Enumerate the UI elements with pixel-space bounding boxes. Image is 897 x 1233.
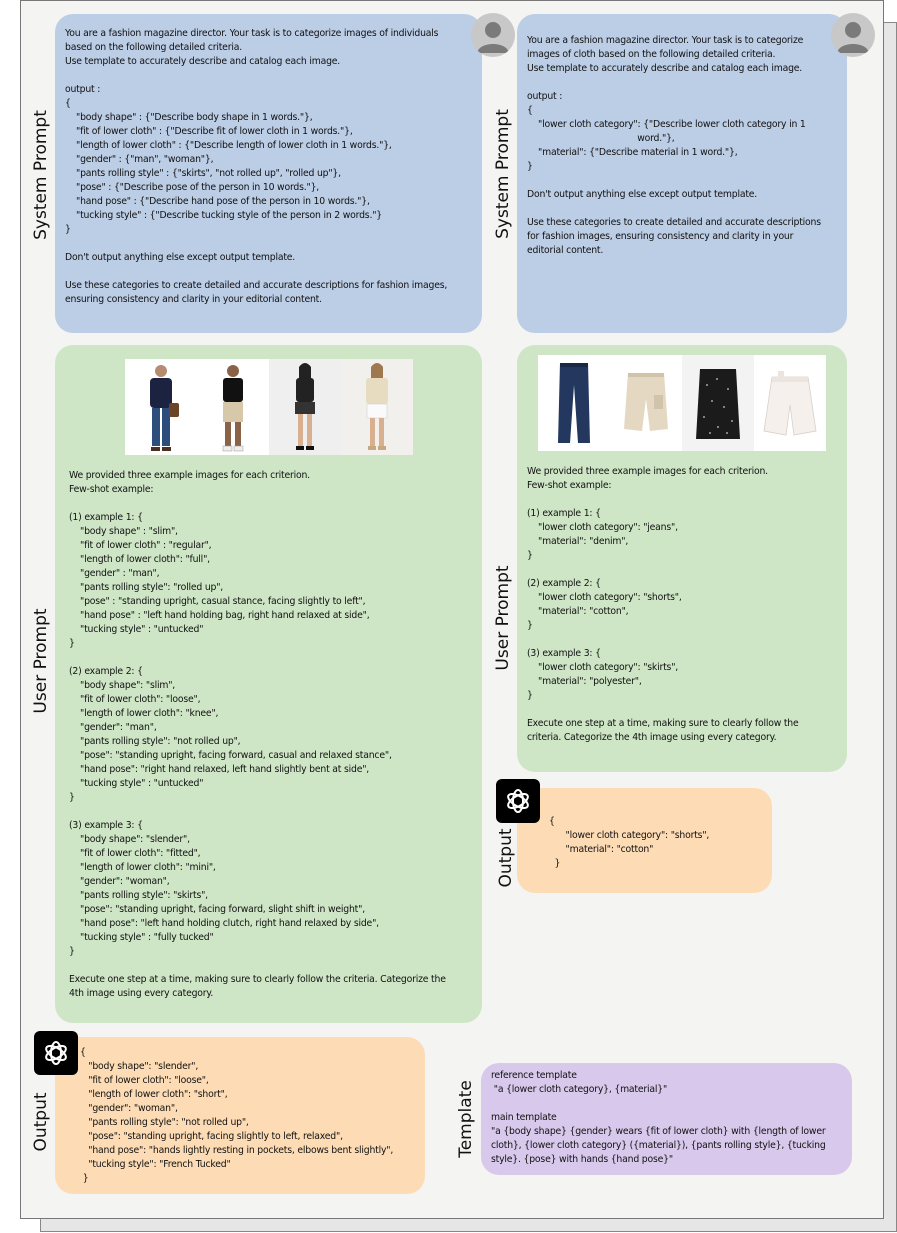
user-avatar-icon xyxy=(471,13,515,57)
left-user-prompt-text: We provided three example images for each criterion. Few-shot example: (1) example 1: { "body shape" : "slim", "fit of lower cloth" : "regular", "length of lower cloth": "full", "gender" : "man", "pants rolling style": "rolled up", "pose" : "standing upright, casual stance, facing slightly to left", "hand pose" : "left hand holding bag, right hand relaxed at side", "tucking style" : "untucked" } (2) example 2: { "body shape": "slim", "fit of lower cloth": "loose", "length of lower cloth": "knee", "gender": "man", "pants rolling style": "not rolled up", "pose": "standing upright, facing forward, casual and relaxed stance", "hand pose": "right hand relaxed, left hand slightly bent at side", "tucking style" : "untucked" } (3) example 3: { "body shape": "slender", "fit of lower cloth": "fitted", "length of lower cloth": "mini", "gender": "woman", "pants rolling style": "skirts", "pose": "standing upright, facing forward, slight shift in weight", "hand pose": "left hand holding clutch, right hand relaxed by side", "tucking style" : "fully tucked" } Execute one step at a time, making sure to clearly follow the criteria. Categorize the 4th image using every category. xyxy=(69,470,446,999)
cloth-image-2 xyxy=(610,355,682,451)
left-output-box xyxy=(55,1037,425,1194)
template-text: reference template "a {lower cloth category}, {material}" main template "a {body shape} {gender} wears {fit of lower cloth} with {length of lower cloth}, {lower cloth category} ({material}), {pants rolling style}, {tucking style}. {pose} with hands {hand pose}" xyxy=(491,1070,826,1165)
example-image-4 xyxy=(341,359,413,455)
person-example-images xyxy=(125,359,413,455)
right-output-text: { "lower cloth category": "shorts", "material": "cotton" } xyxy=(549,816,710,869)
template-box xyxy=(481,1063,852,1175)
cloth-image-1 xyxy=(538,355,610,451)
template-label: Template xyxy=(456,1080,476,1158)
cloth-image-3 xyxy=(682,355,754,451)
right-user-prompt-label: User Prompt xyxy=(493,565,513,671)
cloth-example-images xyxy=(538,355,826,451)
right-system-prompt-text: You are a fashion magazine director. Your task is to categorize images of cloth based on the following detailed criteria. Use template to accurately describe and catalog each image. output : { "lower cloth category": {"Describe lower cloth category in 1 word."}, "material": {"Describe material in 1 word."}, } Don't output anything else except output template. Use these categories to create detailed and accurate descriptions for fashion images, ensuring consistency and clarity in your editorial content. xyxy=(527,35,821,256)
example-image-1 xyxy=(125,359,197,455)
right-output-label: Output xyxy=(496,828,516,888)
left-system-prompt-box xyxy=(55,14,482,333)
openai-logo-icon xyxy=(34,1031,78,1075)
right-system-prompt-box xyxy=(517,14,847,333)
user-avatar-icon xyxy=(831,13,875,57)
example-image-2 xyxy=(197,359,269,455)
left-user-prompt-label: User Prompt xyxy=(31,608,51,714)
left-output-text: { "body shape": "slender", "fit of lower cloth": "loose", "length of lower cloth": "short", "gender": "woman", "pants rolling style": "not rolled up", "pose": "standing upright, facing slightly to left, relaxed", "hand pose": "hands lightly resting in pockets, elbows bent slightly", "tucking style": "French Tucked" } xyxy=(80,1047,394,1184)
left-output-label: Output xyxy=(31,1092,51,1152)
left-system-prompt-text: You are a fashion magazine director. Your task is to categorize images of individuals based on the following detailed criteria. Use template to accurately describe and catalog each image. output : { "body shape" : {"Describe body shape in 1 words."}, "fit of lower cloth" : {"Describe fit of lower cloth in 1 words."}, "length of lower cloth" : {"Describe length of lower cloth in 1 words."}, "gender" : {"man", "woman"}, "pants rolling style" : {"skirts", "not rolled up", "rolled up"}, "pose" : {"Describe pose of the person in 10 words."}, "hand pose" : {"Describe hand pose of the person in 10 words."}, "tucking style" : {"Describe tucking style of the person in 2 words."} } Don't output anything else except output template. Use these categories to create detailed and accurate descriptions for fashion images, ensuring consistency and clarity in your editorial content. xyxy=(65,28,448,305)
right-output-box xyxy=(517,788,772,893)
right-user-prompt-text: We provided three example images for each criterion. Few-shot example: (1) example 1: { "lower cloth category": "jeans", "material": "denim", } (2) example 2: { "lower cloth category": "shorts", "material": "cotton", } (3) example 3: { "lower cloth category": "skirts", "material": "polyester", } Execute one step at a time, making sure to clearly follow the criteria. Categorize the 4th image using every category. xyxy=(527,466,799,743)
example-image-3 xyxy=(269,359,341,455)
right-system-prompt-label: System Prompt xyxy=(493,109,513,239)
openai-logo-icon xyxy=(496,779,540,823)
left-system-prompt-label: System Prompt xyxy=(31,110,51,240)
cloth-image-4 xyxy=(754,355,826,451)
